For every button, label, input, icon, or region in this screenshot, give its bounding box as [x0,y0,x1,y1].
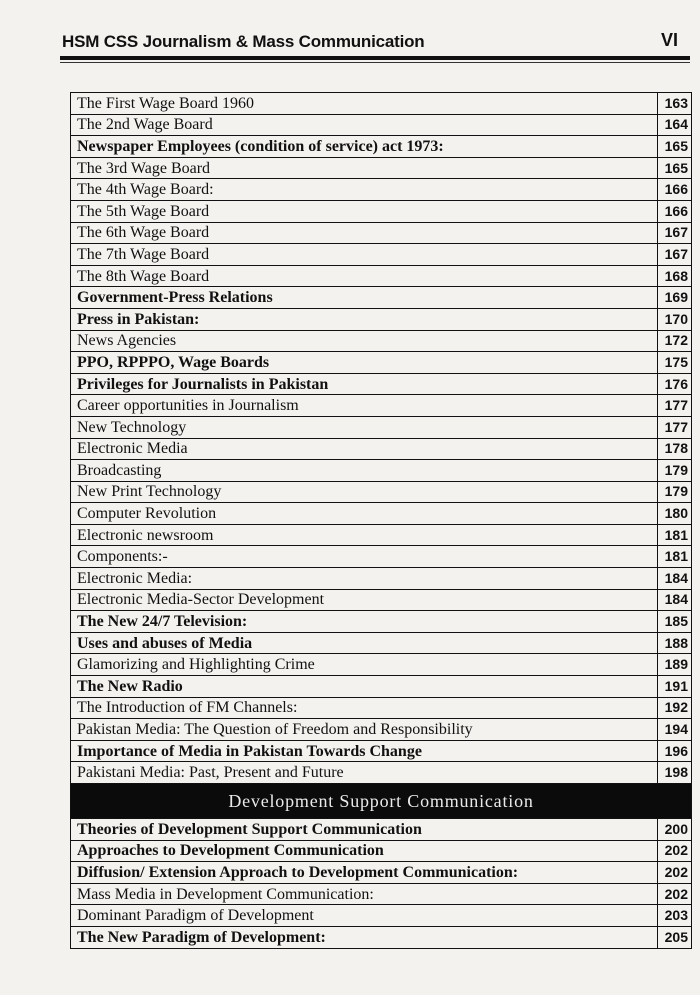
toc-row [71,136,692,158]
toc-entry-page: 180 [658,503,692,525]
toc-entry-page: 191 [658,676,692,698]
toc-row [71,373,692,395]
toc-entry-title: Components:- [71,546,658,568]
toc-entry-title: The 7th Wage Board [71,244,658,266]
section-title: Development Support Communication [71,784,692,819]
toc-row [71,719,692,741]
toc-entry-title: Electronic Media: [71,568,658,590]
toc-entry-page: 205 [658,926,692,948]
toc-entry-page: 189 [658,654,692,676]
toc-entry-page: 170 [658,308,692,330]
toc-entry-page: 188 [658,632,692,654]
toc-entry-page: 164 [658,114,692,136]
toc-row [71,740,692,762]
toc-entry-title: Electronic Media-Sector Development [71,589,658,611]
toc-row [71,200,692,222]
page-number-roman: VI [660,30,678,50]
toc-entry-title: Computer Revolution [71,503,658,525]
toc-row [71,395,692,417]
toc-entry-title: Approaches to Development Communication [71,840,658,862]
toc-row [71,287,692,309]
toc-row [71,632,692,654]
table-of-contents [70,92,692,949]
toc-row [71,524,692,546]
toc-entry-page: 166 [658,200,692,222]
toc-entry-page: 177 [658,395,692,417]
toc-entry-page: 178 [658,438,692,460]
toc-entry-page: 166 [658,179,692,201]
toc-row [71,265,692,287]
toc-row [71,883,692,905]
toc-entry-page: 165 [658,157,692,179]
toc-row [71,654,692,676]
toc-entry-title: Pakistan Media: The Question of Freedom and Responsibility [71,719,658,741]
toc-row [71,308,692,330]
toc-entry-title: PPO, RPPPO, Wage Boards [71,352,658,374]
toc-row [71,840,692,862]
toc-entry-page: 194 [658,719,692,741]
toc-entry-title: Diffusion/ Extension Approach to Development Communication: [71,862,658,884]
toc-entry-title: New Print Technology [71,481,658,503]
toc-row [71,926,692,948]
toc-entry-page: 176 [658,373,692,395]
toc-entry-page: 163 [658,93,692,115]
toc-entry-page: 167 [658,222,692,244]
toc-entry-page: 184 [658,589,692,611]
toc-entry-page: 202 [658,862,692,884]
toc-entry-page: 181 [658,524,692,546]
header-rule-thin [60,62,690,63]
toc-row [71,481,692,503]
toc-row [71,244,692,266]
toc-row [71,503,692,525]
toc-entry-title: The 4th Wage Board: [71,179,658,201]
toc-row [71,589,692,611]
toc-entry-title: Dominant Paradigm of Development [71,905,658,927]
toc-entry-title: The Introduction of FM Channels: [71,697,658,719]
toc-entry-title: Pakistani Media: Past, Present and Future [71,762,658,784]
toc-entry-page: 165 [658,136,692,158]
toc-entry-title: The 5th Wage Board [71,200,658,222]
toc-row [71,114,692,136]
toc-entry-title: Electronic Media [71,438,658,460]
toc-entry-title: The 8th Wage Board [71,265,658,287]
toc-entry-title: Uses and abuses of Media [71,632,658,654]
toc-entry-page: 177 [658,416,692,438]
book-title: HSM CSS Journalism & Mass Communication [62,32,425,51]
toc-entry-title: The 3rd Wage Board [71,157,658,179]
toc-row [71,157,692,179]
toc-entry-title: Privileges for Journalists in Pakistan [71,373,658,395]
toc-row [71,762,692,784]
toc-row [71,546,692,568]
toc-row [71,676,692,698]
toc-entry-page: 168 [658,265,692,287]
toc-entry-page: 202 [658,840,692,862]
toc-entry-page: 172 [658,330,692,352]
toc-entry-title: Electronic newsroom [71,524,658,546]
toc-entry-page: 175 [658,352,692,374]
toc-entry-title: Theories of Development Support Communication [71,819,658,841]
toc-entry-page: 196 [658,740,692,762]
toc-entry-page: 179 [658,481,692,503]
toc-row [71,438,692,460]
toc-entry-title: News Agencies [71,330,658,352]
toc-row [71,416,692,438]
toc-entry-title: Career opportunities in Journalism [71,395,658,417]
toc-row [71,819,692,841]
toc-entry-title: Newspaper Employees (condition of service) act 1973: [71,136,658,158]
toc-row [71,697,692,719]
toc-entry-page: 167 [658,244,692,266]
toc-entry-title: The 2nd Wage Board [71,114,658,136]
toc-entry-page: 192 [658,697,692,719]
toc-row [71,93,692,115]
running-header [62,30,682,54]
header-rule-thick [60,56,690,60]
toc-row [71,179,692,201]
toc-row [71,460,692,482]
toc-entry-title: Broadcasting [71,460,658,482]
toc-entry-page: 200 [658,819,692,841]
toc-entry-page: 184 [658,568,692,590]
toc-entry-page: 181 [658,546,692,568]
toc-entry-title: The New 24/7 Television: [71,611,658,633]
toc-entry-title: New Technology [71,416,658,438]
toc-entry-title: The New Radio [71,676,658,698]
toc-row [71,568,692,590]
toc-entry-page: 202 [658,883,692,905]
toc-entry-title: The New Paradigm of Development: [71,926,658,948]
toc-entry-title: The First Wage Board 1960 [71,93,658,115]
toc-entry-title: Government-Press Relations [71,287,658,309]
toc-entry-title: Mass Media in Development Communication: [71,883,658,905]
toc-entry-page: 185 [658,611,692,633]
toc-row [71,905,692,927]
toc-row [71,222,692,244]
toc-entry-title: The 6th Wage Board [71,222,658,244]
toc-entry-page: 203 [658,905,692,927]
toc-entry-title: Glamorizing and Highlighting Crime [71,654,658,676]
toc-row [71,862,692,884]
toc-entry-title: Press in Pakistan: [71,308,658,330]
section-header-row [71,784,692,819]
toc-row [71,330,692,352]
toc-entry-page: 169 [658,287,692,309]
toc-entry-page: 198 [658,762,692,784]
toc-row [71,611,692,633]
toc-entry-page: 179 [658,460,692,482]
toc-entry-title: Importance of Media in Pakistan Towards Change [71,740,658,762]
toc-row [71,352,692,374]
